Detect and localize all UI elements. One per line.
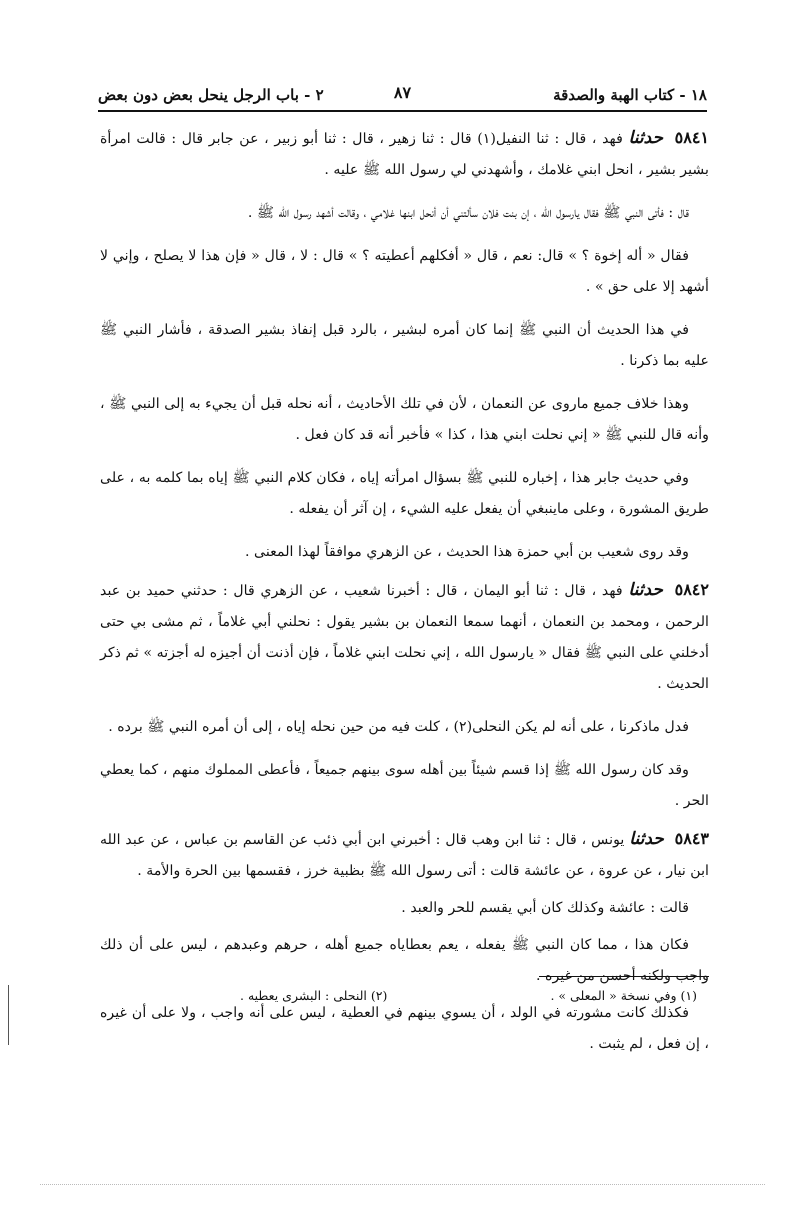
- hadith-number: ٥٨٤٣: [674, 829, 709, 848]
- footnote-1: (١) وفي نسخة « المعلى » .: [550, 988, 697, 1003]
- paragraph-text: فهد ، قال : ثنا أبو اليمان ، قال : أخبرنا شعيب ، عن الزهري قال : حدثني حميد بن عبد الرحمن ، ومحمد بن النعمان ، أنهما سمعا النعمان بن بشير يقول : نحلني أبي غلاماً ، ثم مشى بي حتى أدخلني على النبي ﷺ فقال « يارسول الله ، إني نحلت ابني غلاماً ، فإن أذنت أن أجيزه له أجزته » ثم ذكر الحديث .: [100, 583, 709, 692]
- paragraph: [100, 537, 709, 568]
- paragraph-text: في هذا الحديث أن النبي ﷺ إنما كان أمره لبشير ، بالرد قبل إنفاذ بشير الصدقة ، فأشار النبي ﷺ عليه بما ذكرنا .: [100, 322, 709, 369]
- footnotes: [240, 988, 697, 1003]
- paragraph: [100, 930, 709, 992]
- hadith-5842: [100, 574, 709, 700]
- haddathana-lead: حدثنا: [629, 829, 664, 849]
- paragraph-text: يونس ، قال : ثنا ابن وهب قال : أخبرني ابن أبي ذئب عن القاسم بن عباس ، عن عبد الله ابن نيار ، عن عروة ، عن عائشة قالت : أتى رسول الله ﷺ بظبية خرز ، فقسمها بين الحرة والأمة .: [100, 832, 709, 879]
- paragraph-text: فكان هذا ، مما كان النبي ﷺ يفعله ، يعم بعطاياه جميع أهله ، حرهم وعبدهم ، ليس على أن ذلك واجب ولكنه أحسن من غيره .: [100, 937, 709, 984]
- paragraph-text: قال : فأتى النبي ﷺ فقال يارسول الله ، إن بنت فلان سألتني أن أنحل ابنها غلامي ، وقالت أشهد رسول الله ﷺ .: [247, 205, 689, 221]
- scan-dotted-edge: [40, 1184, 765, 1185]
- paragraph: [100, 755, 709, 817]
- paragraph: [100, 998, 709, 1060]
- haddathana-lead: حدثنا: [628, 580, 663, 600]
- paragraph-text: وقد روى شعيب بن أبي حمزة هذا الحديث ، عن الزهري موافقاً لهذا المعنى .: [245, 544, 689, 560]
- page-body: [100, 122, 709, 1066]
- haddathana-lead: حدثنا: [628, 128, 663, 148]
- section-title: ٢ - باب الرجل ينحل بعض دون بعض: [98, 86, 324, 104]
- paragraph-text: فكذلك كانت مشورته في الولد ، أن يسوي بينهم في العطية ، ليس على أنه واجب ، ولا على أن غيره ، إن فعل ، لم يثبت .: [100, 1005, 709, 1052]
- running-header: [98, 78, 707, 104]
- paragraph: [100, 463, 709, 525]
- footnote-2: (٢) النحلى : البشرى يعطيه .: [240, 988, 388, 1003]
- page-number: ٨٧: [393, 83, 412, 102]
- chapter-title: ١٨ - كتاب الهبة والصدقة: [553, 86, 707, 104]
- scan-margin-line: [8, 985, 9, 1045]
- paragraph-text: وهذا خلاف جميع ماروى عن النعمان ، لأن في تلك الأحاديث ، أنه نحله قبل أن يجيء به إلى النبي ﷺ ، وأنه قال للنبي ﷺ « إني نحلت ابني هذا ، كذا » فأخبر أنه قد كان فعل .: [100, 396, 709, 443]
- paragraph-text: فهد ، قال : ثنا النفيل(١) قال : ثنا زهير ، قال : ثنا أبو زبير ، عن جابر قال : قالت امرأة بشير بشير ، انحل ابني غلامك ، وأشهدني لي رسول الله ﷺ عليه .: [100, 131, 709, 178]
- paragraph: [100, 241, 709, 303]
- paragraph-text: وفي حديث جابر هذا ، إخباره للنبي ﷺ بسؤال امرأته إياه ، فكان كلام النبي ﷺ إياه بما كلمه به ، على طريق المشورة ، وعلى ماينبغي أن يفعل عليه الشيء ، إن آثر أن يفعله .: [100, 470, 709, 517]
- paragraph: [100, 198, 709, 229]
- hadith-5843: [100, 823, 709, 887]
- hadith-5841: [100, 122, 709, 186]
- paragraph-text: فدل ماذكرنا ، على أنه لم يكن النحلى(٢) ، كلت فيه من حين نحله إياه ، إلى أن أمره النبي ﷺ برده .: [108, 719, 689, 735]
- footnote-rule: [539, 976, 709, 977]
- paragraph: [100, 712, 709, 743]
- paragraph: [100, 893, 709, 924]
- paragraph-text: قالت : عائشة وكذلك كان أبي يقسم للحر والعبد .: [401, 900, 689, 916]
- paragraph-text: وقد كان رسول الله ﷺ إذا قسم شيئاً بين أهله سوى بينهم جميعاً ، فأعطى المملوك منهم ، كما يعطي الحر .: [100, 762, 709, 809]
- header-rule: [98, 110, 707, 112]
- paragraph: [100, 315, 709, 377]
- paragraph: [100, 389, 709, 451]
- hadith-number: ٥٨٤١: [674, 128, 709, 147]
- paragraph-text: فقال « أله إخوة ؟ » قال: نعم ، قال « أفكلهم أعطيته ؟ » قال : لا ، قال « فإن هذا لا يصلح ، وإني لا أشهد إلا على حق » .: [100, 248, 709, 295]
- hadith-number: ٥٨٤٢: [674, 580, 709, 599]
